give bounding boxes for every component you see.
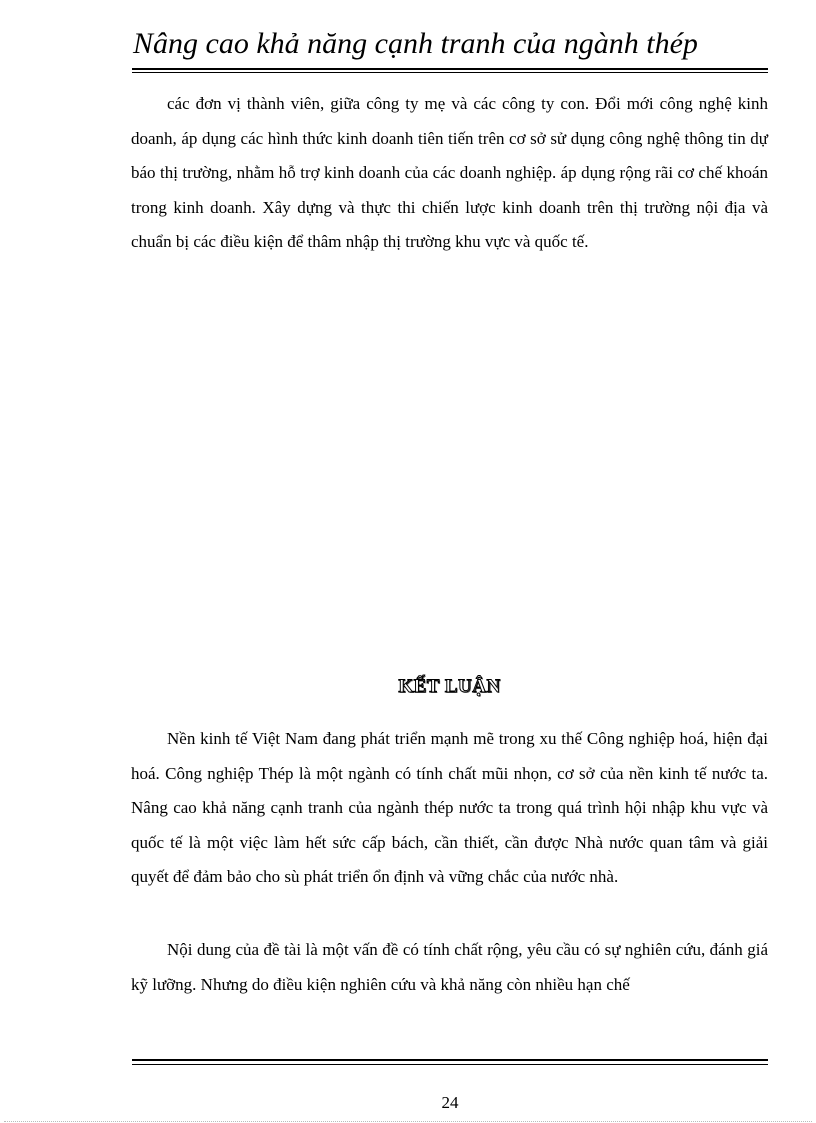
body-paragraph-continued: các đơn vị thành viên, giữa công ty mẹ và các công ty con. Đổi mới công nghệ kinh doanh, áp dụng các hình thức kinh doanh tiên tiến trên cơ sở sử dụng công nghệ thông tin dự báo thị trường, nhằm hỗ trợ kinh doanh của các doanh nghiệp. áp dụng rộng rãi cơ chế khoán trong kinh doanh. Xây dựng và thực thi chiến lược kinh doanh trên thị trường nội địa và chuẩn bị các điều kiện để thâm nhập thị trường khu vực và quốc tế. bbox=[131, 94, 768, 251]
conclusion-paragraph-1: Nền kinh tế Việt Nam đang phát triển mạnh mẽ trong xu thế Công nghiệp hoá, hiện đại hoá. Công nghiệp Thép là một ngành có tính chất mũi nhọn, cơ sở của nền kinh tế nước ta. Nâng cao khả năng cạnh tranh của ngành thép nước ta trong quá trình hội nhập khu vực và quốc tế là một việc làm hết sức cấp bách, cần thiết, cần được Nhà nước quan tâm và giải quyết để đảm bảo cho sù phát triển ổn định và vững chắc của nước nhà. bbox=[131, 729, 768, 886]
footer-rule-top bbox=[132, 1059, 768, 1061]
footer-rule-bottom bbox=[132, 1064, 768, 1065]
page-header-title: Nâng cao khả năng cạnh tranh của ngành thép bbox=[133, 27, 698, 60]
conclusion-paragraph-2: Nội dung của đề tài là một vấn đề có tính chất rộng, yêu cầu có sự nghiên cứu, đánh giá kỹ lưỡng. Nhưng do điều kiện nghiên cứu và khả năng còn nhiều hạn chế bbox=[131, 940, 768, 994]
section-heading-conclusion: KẾT LUẬN bbox=[398, 676, 501, 697]
page-edge-divider bbox=[4, 1121, 812, 1122]
header-rule-bottom bbox=[132, 72, 768, 73]
header-rule-top bbox=[132, 68, 768, 70]
page-number: 24 bbox=[441, 1093, 459, 1112]
